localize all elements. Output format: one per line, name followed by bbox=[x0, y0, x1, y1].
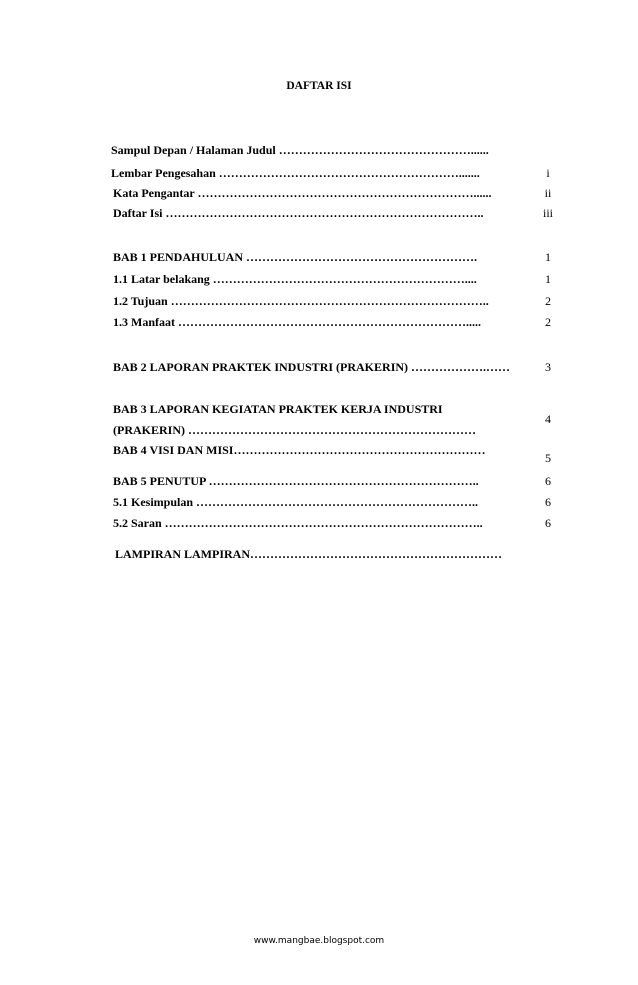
toc-entry-daftar-isi: Daftar Isi …………………………………………………………………….. bbox=[113, 206, 484, 220]
toc-entry-1-2: 1.2 Tujuan …………………………………………………………………….. bbox=[113, 294, 489, 308]
footer-url: www.mangbae.blogspot.com bbox=[253, 936, 385, 946]
toc-entry-1-3: 1.3 Manfaat ………………………………………………………………..... bbox=[113, 315, 481, 329]
toc-page-bab-5: 6 bbox=[545, 474, 551, 488]
toc-page-bab-2: 3 bbox=[545, 360, 551, 374]
toc-page-bab-1: 1 bbox=[545, 250, 551, 264]
toc-page-5-1: 6 bbox=[545, 495, 551, 509]
toc-entry-bab-2: BAB 2 LAPORAN PRAKTEK INDUSTRI (PRAKERIN) ……………….…… bbox=[113, 360, 511, 374]
toc-entry-bab-3: BAB 3 LAPORAN KEGIATAN PRAKTEK KERJA INDUSTRI bbox=[113, 402, 443, 416]
toc-page-1-3: 2 bbox=[545, 315, 551, 329]
toc-entry-bab-4: BAB 4 VISI DAN MISI……………………………………………………… bbox=[113, 443, 486, 457]
page-title: DAFTAR ISI bbox=[286, 80, 352, 92]
toc-page-1-2: 2 bbox=[545, 294, 551, 308]
toc-entry-lembar-pengesahan: Lembar Pengesahan ……………………………………………………....... bbox=[111, 166, 480, 180]
toc-entry-kata-pengantar: Kata Pengantar ……………………………………………………………...... bbox=[113, 186, 492, 200]
toc-entry-lampiran: LAMPIRAN LAMPIRAN……………………………………………………… bbox=[115, 547, 502, 561]
toc-entry-5-1: 5.1 Kesimpulan …………………………………………………………….. bbox=[113, 495, 479, 509]
toc-page-1-1: 1 bbox=[545, 272, 551, 286]
toc-page-daftar-isi: iii bbox=[542, 206, 553, 220]
toc-entry-bab-3-cont: (PRAKERIN) ……………………………………………………………… bbox=[113, 423, 476, 437]
toc-page-lembar-pengesahan: i bbox=[546, 166, 550, 180]
toc-entry-1-1: 1.1 Latar belakang ……………………………………………………….... bbox=[113, 272, 477, 286]
toc-page-kata-pengantar: ii bbox=[544, 186, 552, 200]
toc-entry-bab-1: BAB 1 PENDAHULUAN …………………………………………………. bbox=[113, 250, 478, 264]
toc-entry-bab-5: BAB 5 PENUTUP ………………………………………………………….. bbox=[113, 474, 479, 488]
toc-page-5-2: 6 bbox=[545, 516, 551, 530]
toc-entry-sampul: Sampul Depan / Halaman Judul …………………………………………...... bbox=[111, 143, 489, 157]
toc-entry-5-2: 5.2 Saran …………………………………………………………………….. bbox=[113, 516, 483, 530]
toc-page-bab-3: 4 bbox=[545, 412, 551, 426]
toc-page-bab-4: 5 bbox=[545, 451, 551, 465]
